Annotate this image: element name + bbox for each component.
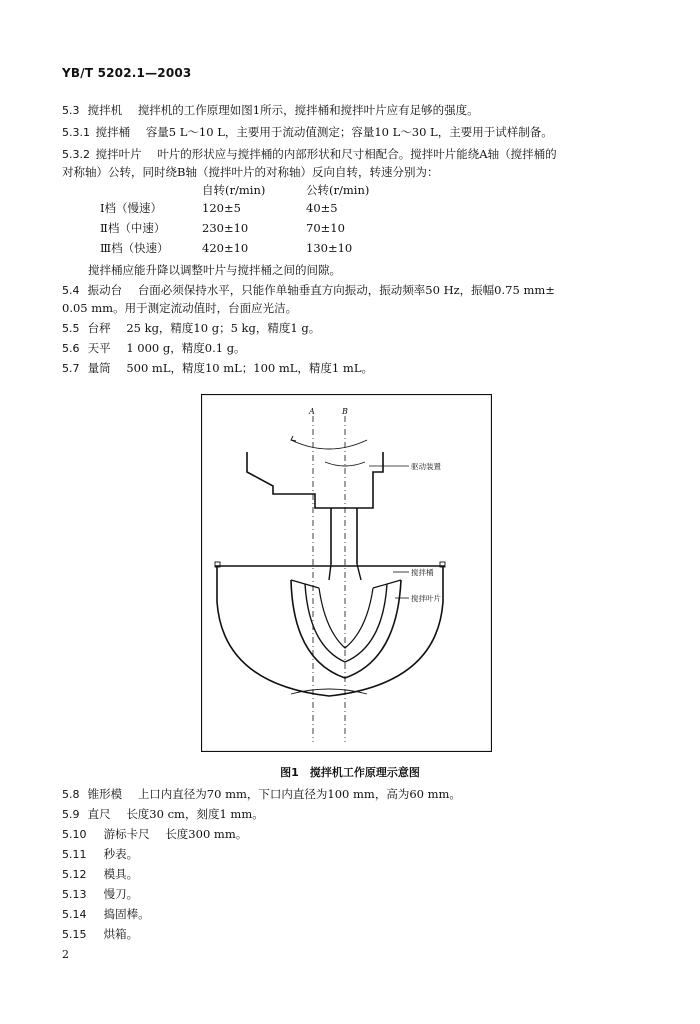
section-5-3-1 bbox=[62, 124, 644, 141]
section-number: 5.14 bbox=[62, 908, 87, 921]
section-5-13 bbox=[62, 886, 644, 903]
section-number: 5.9 bbox=[62, 808, 80, 821]
section-text: 搅拌机的工作原理如图1所示，搅拌桶和搅拌叶片应有足够的强度。 bbox=[137, 103, 479, 117]
label-blade: 搅拌叶片 bbox=[411, 594, 441, 603]
rotation-value: 120±5 bbox=[202, 201, 241, 215]
section-number: 5.3.2 bbox=[62, 148, 90, 161]
figure-mixer-diagram bbox=[201, 394, 492, 752]
section-number: 5.15 bbox=[62, 928, 87, 941]
section-text: 台面必须保持水平，只能作单轴垂直方向振动，振动频率50 Hz，振幅0.75 mm± bbox=[137, 283, 555, 297]
section-term: 烘箱。 bbox=[103, 927, 139, 941]
section-term: 天平 bbox=[87, 341, 111, 355]
section-5-14 bbox=[62, 906, 644, 923]
section-5-3 bbox=[62, 102, 644, 119]
gear-label: Ⅰ档（慢速） bbox=[100, 201, 163, 215]
section-term: 直尺 bbox=[87, 807, 111, 821]
section-5-3-2 bbox=[62, 146, 644, 163]
blade-outer bbox=[291, 580, 401, 678]
bucket-bottom-arc bbox=[291, 689, 367, 694]
section-term: 捣固棒。 bbox=[103, 907, 150, 921]
section-5-8 bbox=[62, 786, 644, 803]
section-text: 长度300 mm。 bbox=[165, 827, 248, 841]
figure-frame bbox=[202, 395, 492, 752]
section-term: 锥形模 bbox=[87, 787, 123, 801]
section-number: 5.13 bbox=[62, 888, 87, 901]
section-term: 振动台 bbox=[87, 283, 123, 297]
section-term: 秒表。 bbox=[103, 847, 139, 861]
section-5-3-2-cont: 对称轴）公转，同时绕B轴（搅拌叶片的对称轴）反向自转，转速分别为： bbox=[62, 165, 439, 179]
header-rotation: 自转(r/min) bbox=[202, 183, 266, 197]
section-term: 游标卡尺 bbox=[103, 827, 150, 841]
section-5-11 bbox=[62, 846, 644, 863]
section-term: 模具。 bbox=[103, 867, 139, 881]
section-5-15 bbox=[62, 926, 644, 943]
section-term: 量筒 bbox=[87, 361, 111, 375]
document-header: YB/T 5202.1—2003 bbox=[62, 66, 192, 80]
section-text: 500 mL，精度10 mL；100 mL，精度1 mL。 bbox=[126, 361, 373, 375]
section-number: 5.4 bbox=[62, 284, 80, 297]
section-text: 上口内直径为70 mm，下口内直径为100 mm，高为60 mm。 bbox=[137, 787, 461, 801]
section-5-9 bbox=[62, 806, 644, 823]
header-revolution: 公转(r/min) bbox=[306, 183, 370, 197]
revolution-value: 70±10 bbox=[306, 221, 345, 235]
rotation-value: 230±10 bbox=[202, 221, 249, 235]
rotation-value: 420±10 bbox=[202, 241, 249, 255]
section-text: 叶片的形状应与搅拌桶的内部形状和尺寸相配合。搅拌叶片能绕A轴（搅拌桶的 bbox=[157, 147, 557, 161]
blade-top-edge bbox=[291, 580, 401, 588]
gear-label: Ⅲ档（快速） bbox=[100, 241, 169, 255]
figure-caption: 图1 搅拌机工作原理示意图 bbox=[280, 766, 420, 779]
rotation-arc-icon bbox=[291, 440, 367, 449]
gear-label: Ⅱ档（中速） bbox=[100, 221, 166, 235]
section-5-6 bbox=[62, 340, 644, 357]
section-number: 5.6 bbox=[62, 342, 80, 355]
section-number: 5.3.1 bbox=[62, 126, 90, 139]
section-5-3-2-note: 搅拌桶应能升降以调整叶片与搅拌桶之间的间隙。 bbox=[88, 263, 341, 277]
section-5-5 bbox=[62, 320, 644, 337]
section-text: 1 000 g，精度0.1 g。 bbox=[126, 341, 246, 355]
axis-a-label: A bbox=[309, 407, 315, 416]
bucket-body bbox=[217, 566, 443, 696]
revolution-value: 40±5 bbox=[306, 201, 338, 215]
section-number: 5.10 bbox=[62, 828, 87, 841]
section-number: 5.3 bbox=[62, 104, 80, 117]
blade-inner bbox=[319, 588, 373, 648]
section-text: 容量5 L～10 L，主要用于流动值测定；容量10 L～30 L，主要用于试样制备。 bbox=[145, 125, 553, 139]
page-number: 2 bbox=[62, 948, 69, 961]
section-number: 5.7 bbox=[62, 362, 80, 375]
section-5-4 bbox=[62, 282, 644, 299]
section-number: 5.5 bbox=[62, 322, 80, 335]
section-5-7 bbox=[62, 360, 644, 377]
mixer-diagram-svg bbox=[201, 394, 492, 752]
arrow-icon bbox=[291, 436, 296, 441]
axis-b-label: B bbox=[342, 407, 348, 416]
drive-unit-body bbox=[247, 452, 383, 508]
section-term: 搅拌叶片 bbox=[95, 147, 142, 161]
section-term: 搅拌桶 bbox=[95, 125, 131, 139]
section-text: 长度30 cm，刻度1 mm。 bbox=[126, 807, 264, 821]
section-term: 慢刀。 bbox=[103, 887, 139, 901]
section-number: 5.12 bbox=[62, 868, 87, 881]
blade-middle bbox=[305, 584, 387, 662]
section-term: 台秤 bbox=[87, 321, 111, 335]
section-5-10 bbox=[62, 826, 644, 843]
label-drive-unit: 驱动装置 bbox=[411, 462, 441, 471]
section-5-12 bbox=[62, 866, 644, 883]
label-bucket: 搅拌桶 bbox=[411, 568, 434, 577]
section-number: 5.11 bbox=[62, 848, 87, 861]
section-term: 搅拌机 bbox=[87, 103, 123, 117]
section-text: 25 kg，精度10 g；5 kg，精度1 g。 bbox=[126, 321, 321, 335]
section-5-4-cont: 0.05 mm。用于测定流动值时，台面应光洁。 bbox=[62, 301, 298, 315]
section-number: 5.8 bbox=[62, 788, 80, 801]
revolution-value: 130±10 bbox=[306, 241, 353, 255]
